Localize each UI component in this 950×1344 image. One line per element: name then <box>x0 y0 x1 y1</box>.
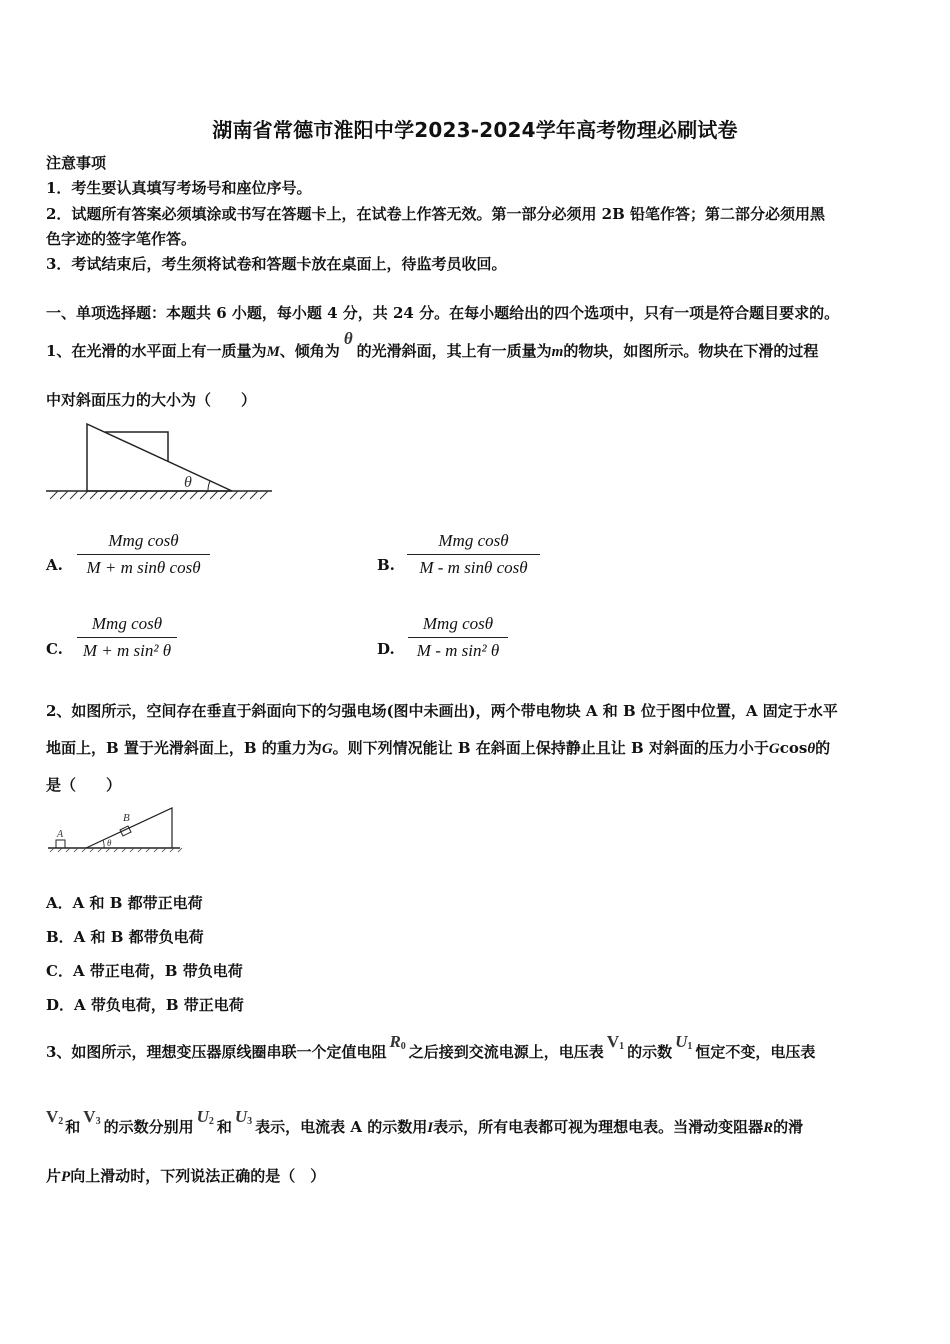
q3-symbol-V: V <box>83 1107 96 1126</box>
q3-text: 和 <box>216 1118 232 1136</box>
q3-symbol-U: U <box>234 1107 248 1126</box>
q3-text: 表示，电流表 A 的示数用 <box>255 1118 428 1136</box>
q1-figure-theta-label: θ <box>184 474 192 491</box>
q3-subscript: 1 <box>619 1041 625 1052</box>
fraction-denominator: M - m sin² θ <box>416 641 500 660</box>
q1-option-b-formula <box>407 531 540 578</box>
q3-text: 片 <box>46 1167 62 1185</box>
q3-symbol-R: R <box>389 1032 401 1051</box>
q1-option-c-label: C. <box>46 640 63 658</box>
q3-symbol-U: U <box>675 1032 688 1051</box>
q2-symbol-G: G <box>321 741 333 757</box>
fraction-numerator: Mmg cosθ <box>91 614 163 633</box>
q2-line1: 2、如图所示，空间存在垂直于斜面向下的匀强电场(图中未画出)，两个带电物块 A 和 B 位于图中位置，A 固定于水平 <box>46 702 838 720</box>
q3-symbol-P: P <box>61 1169 71 1185</box>
q3-text: 之后接到交流电源上，电压表 <box>408 1043 604 1061</box>
q2-figure-theta-label: θ <box>107 838 112 848</box>
q3-subscript: 0 <box>400 1041 406 1052</box>
q1-incline-figure <box>44 420 274 505</box>
q1-option-d-label: D. <box>377 640 395 658</box>
q3-symbol-V: V <box>606 1032 620 1051</box>
q2-option-c: C．A 带正电荷，B 带负电荷 <box>46 962 243 980</box>
q3-text: 向上滑动时，下列说法正确的是（ ） <box>70 1167 326 1185</box>
q2-text: 。则下列情况能让 B 在斜面上保持静止且让 B 对斜面的压力小于 <box>332 739 769 757</box>
q1-symbol-theta: θ <box>343 329 353 348</box>
q1-text: 的光滑斜面，其上有一质量为 <box>356 342 552 360</box>
q3-text: 的滑 <box>773 1118 804 1136</box>
notice-item: 3．考试结束后，考生须将试卷和答题卡放在桌面上，待监考员收回。 <box>46 255 507 273</box>
q3-symbol-U3 <box>235 1107 252 1126</box>
q3-text: 3、如图所示，理想变压器原线圈串联一个定值电阻 <box>46 1043 387 1061</box>
q2-option-b: B．A 和 B 都带负电荷 <box>46 928 204 946</box>
q3-subscript: 2 <box>58 1116 64 1127</box>
q1-line2: 中对斜面压力的大小为（ ） <box>46 391 257 409</box>
q1-symbol-M: M <box>266 344 280 360</box>
q1-option-a-formula <box>77 531 210 578</box>
notice-item: 2．试题所有答案必须填涂或书写在答题卡上，在试卷上作答无效。第一部分必须用 2B 铅笔作答；第二部分必须用黑 <box>46 205 826 223</box>
q3-subscript: 3 <box>95 1116 101 1127</box>
q2-symbol-theta: θ <box>807 741 816 757</box>
notice-item: 1．考生要认真填写考场号和座位序号。 <box>46 179 312 197</box>
q2-line3: 是（ ） <box>46 776 122 794</box>
fraction-numerator: Mmg cosθ <box>422 614 494 633</box>
q1-option-c-formula <box>77 614 177 661</box>
q2-option-d: D．A 带负电荷，B 带正电荷 <box>46 996 244 1014</box>
q3-symbol-I: I <box>427 1120 434 1136</box>
q2-text: cos <box>779 739 808 757</box>
q3-symbol-U2 <box>197 1107 214 1126</box>
q2-figure-label-a: A <box>57 829 64 840</box>
q3-symbol-U1 <box>675 1032 692 1051</box>
q3-text: 表示，所有电表都可视为理想电表。当滑动变阻器 <box>433 1118 764 1136</box>
q2-symbol-G: G <box>768 741 780 757</box>
q2-figure-label-b: B <box>123 812 130 824</box>
q3-subscript: 1 <box>687 1041 693 1052</box>
q3-symbol-R: R <box>763 1120 774 1136</box>
fraction-denominator: M + m sin² θ <box>82 641 172 660</box>
q3-text: 的示数分别用 <box>103 1118 194 1136</box>
q3-line1 <box>46 1032 816 1062</box>
q1-text: 的物块，如图所示。物块在下滑的过程 <box>563 342 819 360</box>
q3-line3 <box>46 1165 325 1186</box>
q3-symbol-R0 <box>389 1032 405 1051</box>
q1-option-b-label: B. <box>377 556 395 574</box>
q3-subscript: 3 <box>247 1116 253 1127</box>
q3-symbol-V2 <box>46 1107 63 1126</box>
q3-text: 和 <box>65 1118 81 1136</box>
notice-item: 色字迹的签字笔作答。 <box>46 230 197 248</box>
q2-text: 的 <box>815 739 831 757</box>
q3-text: 恒定不变，电压表 <box>695 1043 816 1061</box>
fraction-denominator: M + m sinθ cosθ <box>86 558 201 577</box>
q2-incline-figure <box>46 806 186 856</box>
notice-heading: 注意事项 <box>46 154 107 172</box>
q3-symbol-V3 <box>83 1107 100 1126</box>
q3-symbol-U: U <box>196 1107 209 1126</box>
q1-line1 <box>46 329 819 361</box>
q1-option-a-label: A. <box>46 556 63 574</box>
q3-line2 <box>46 1107 804 1137</box>
q2-option-a: A．A 和 B 都带正电荷 <box>46 894 203 912</box>
fraction-numerator: Mmg cosθ <box>438 531 509 550</box>
q1-option-d-formula <box>408 614 508 661</box>
q3-subscript: 2 <box>208 1116 214 1127</box>
q1-text: 1、在光滑的水平面上有一质量为 <box>46 342 267 360</box>
page-title: 湖南省常德市淮阳中学2023-2024学年高考物理必刷试卷 <box>212 118 738 142</box>
fraction-denominator: M - m sinθ cosθ <box>419 558 528 577</box>
q1-symbol-m: m <box>551 344 564 360</box>
q2-line2 <box>46 737 830 758</box>
q3-text: 的示数 <box>627 1043 673 1061</box>
fraction-numerator: Mmg cosθ <box>108 531 179 550</box>
section-heading: 一、单项选择题：本题共 6 小题，每小题 4 分，共 24 分。在每小题给出的四个选项中，只有一项是符合题目要求的。 <box>46 304 840 322</box>
q1-text: 、倾角为 <box>279 342 340 360</box>
q3-symbol-V1 <box>607 1032 624 1051</box>
q2-text: 地面上，B 置于光滑斜面上，B 的重力为 <box>46 739 322 757</box>
q3-symbol-V: V <box>46 1107 59 1126</box>
